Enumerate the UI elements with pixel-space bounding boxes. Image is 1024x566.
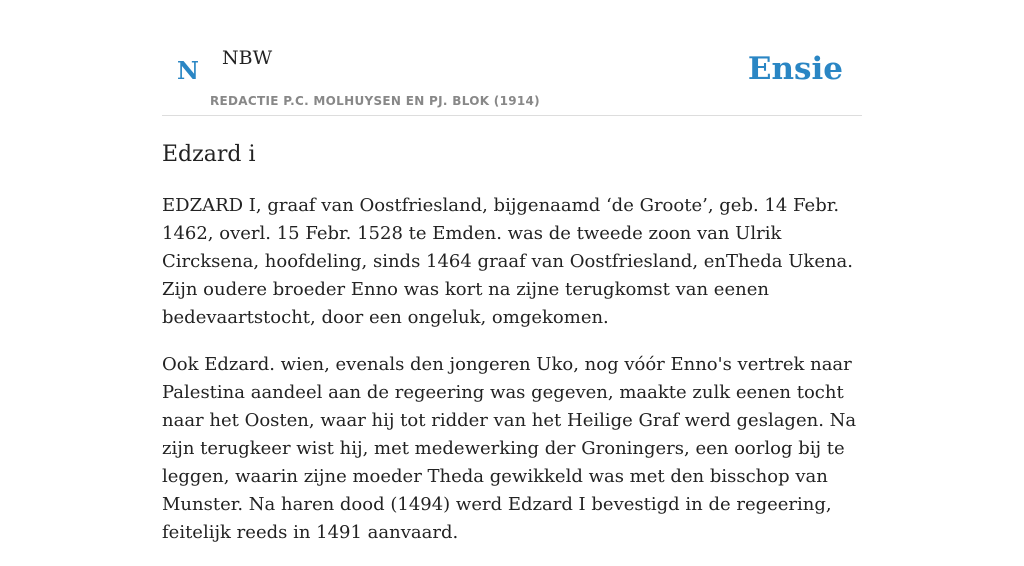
article-paragraph: Ook Edzard. wien, evenals den jongeren Uko, nog vóór Enno's vertrek naar Palestina aandeel aan de regeering was gegeven, maakte zulk eenen tocht naar het Oosten, waar hij tot ridder van het Heilige Graf werd geslagen. Na zijn terugkeer wist hij, met medewerking der Groningers, een oorlog bij te leggen, waarin zijne moeder Theda gewikkeld was met den bisschop van Munster. Na haren dood (1494) werd Edzard I bevestigd in de regeering, feitelijk reeds in 1491 aanvaard. (162, 354, 857, 543)
article-title: Edzard i (162, 142, 256, 167)
page (162, 0, 862, 543)
source-logo[interactable]: N (177, 56, 199, 85)
article-paragraph: EDZARD I, graaf van Oostfriesland, bijgenaamd ‘de Groote’, geb. 14 Febr. 1462, overl. 15 Febr. 1528 te Emden. was de tweede zoon van Ulrik Circksena, hoofdeling, sinds 1464 graaf van Oostfriesland, enTheda Ukena. Zijn oudere broeder Enno was kort na zijne terugkomst van eenen bedevaartstocht, door een ongeluk, omgekomen. (162, 195, 854, 328)
source-subtitle: REDACTIE P.C. MOLHUYSEN EN PJ. BLOK (1914) (210, 94, 540, 108)
brand-logo[interactable]: Ensie (747, 51, 843, 87)
article-body (162, 192, 862, 566)
source-name[interactable]: NBW (222, 47, 273, 69)
header (162, 0, 862, 116)
